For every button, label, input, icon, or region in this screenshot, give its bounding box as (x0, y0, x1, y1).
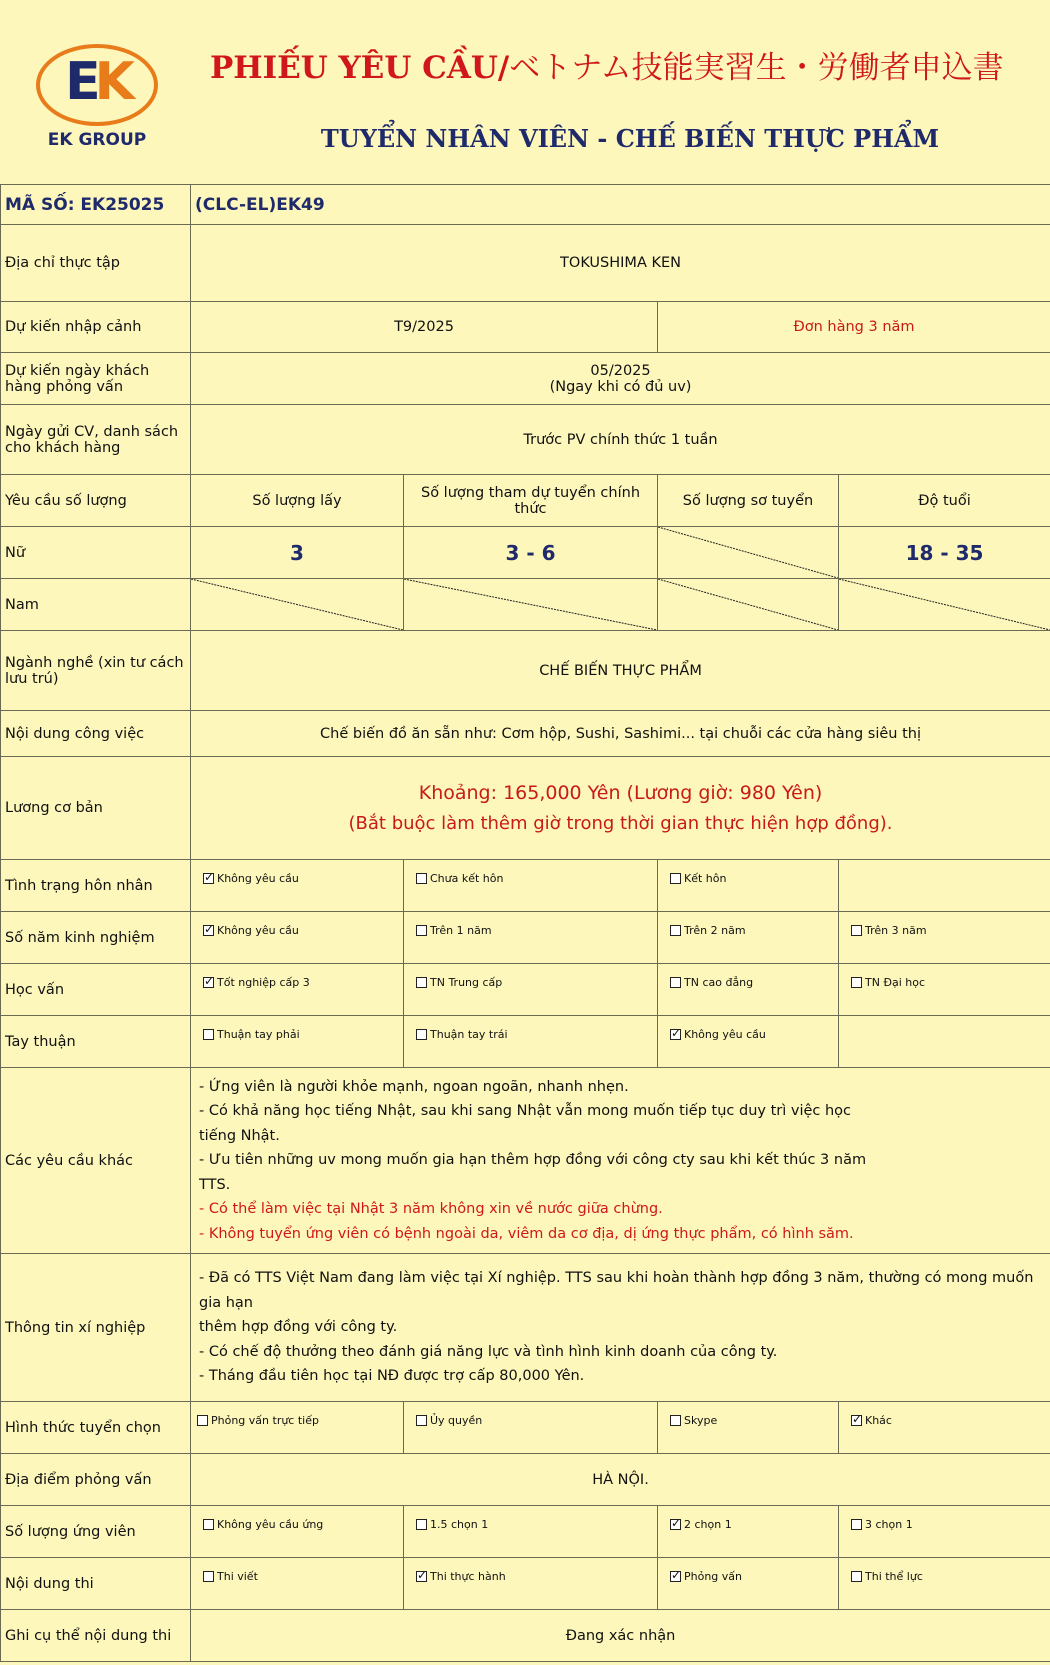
checkbox-checked[interactable] (203, 977, 214, 988)
interview-date-cell (191, 353, 1050, 405)
location-value: HÀ NỘI. (191, 1454, 1050, 1506)
selection-option[interactable] (191, 1402, 404, 1454)
checkbox[interactable] (203, 1571, 214, 1582)
selection-option[interactable] (404, 1402, 658, 1454)
marital-option[interactable] (404, 860, 658, 912)
candidates-option[interactable] (191, 1506, 404, 1558)
request-table (0, 184, 1050, 1662)
male-empty-cell (191, 579, 404, 631)
option-label: Trên 3 năm (865, 924, 927, 937)
male-empty-cell (658, 579, 839, 631)
interview-date-note: (Ngay khi có đủ uv) (549, 378, 692, 395)
marital-label: Tình trạng hôn nhân (1, 860, 191, 912)
checkbox[interactable] (670, 1415, 681, 1426)
option-label: Kết hôn (684, 872, 727, 885)
hand-option[interactable] (191, 1016, 404, 1068)
checkbox-checked[interactable] (670, 1029, 681, 1040)
checkbox-checked[interactable] (203, 873, 214, 884)
checkbox[interactable] (851, 925, 862, 936)
male-empty-cell (839, 579, 1050, 631)
code-label: MÃ SỐ: EK25025 (1, 185, 191, 225)
empty-cell (839, 1016, 1050, 1068)
exam-note-value: Đang xác nhận (191, 1610, 1050, 1662)
hand-option[interactable] (404, 1016, 658, 1068)
checkbox[interactable] (416, 925, 427, 936)
table-row (1, 860, 1050, 912)
checkbox[interactable] (416, 977, 427, 988)
option-label: 2 chọn 1 (684, 1518, 732, 1531)
quantity-header: Số lượng tham dự tuyển chính thức (404, 475, 658, 527)
exam-option[interactable] (191, 1558, 404, 1610)
table-row (1, 1068, 1050, 1254)
checkbox[interactable] (197, 1415, 208, 1426)
education-option[interactable] (839, 964, 1050, 1016)
option-label: Không yêu cầu (217, 924, 299, 937)
interview-date-value: 05/2025 (590, 362, 651, 379)
checkbox-checked[interactable] (851, 1415, 862, 1426)
quantity-header: Số lượng sơ tuyển (658, 475, 839, 527)
requirement-line: - Ứng viên là người khỏe mạnh, ngoan ngoãn, nhanh nhẹn. (199, 1078, 629, 1095)
entry-label: Dự kiến nhập cảnh (1, 302, 191, 353)
exam-option[interactable] (658, 1558, 839, 1610)
option-label: 1.5 chọn 1 (430, 1518, 489, 1531)
experience-label: Số năm kinh nghiệm (1, 912, 191, 964)
address-label: Địa chỉ thực tập (1, 225, 191, 302)
quantity-label: Yêu cầu số lượng (1, 475, 191, 527)
table-row (1, 1402, 1050, 1454)
table-row (1, 964, 1050, 1016)
table-row (1, 579, 1050, 631)
salary-cell (191, 757, 1050, 860)
address-value: TOKUSHIMA KEN (191, 225, 1050, 302)
table-row (1, 1016, 1050, 1068)
marital-option[interactable] (658, 860, 839, 912)
option-label: Thuận tay phải (217, 1028, 300, 1041)
form-subtitle: TUYỂN NHÂN VIÊN - CHẾ BIẾN THỰC PHẨM (320, 124, 940, 153)
option-label: Không yêu cầu (684, 1028, 766, 1041)
option-label: TN Trung cấp (430, 976, 503, 989)
job-value: CHẾ BIẾN THỰC PHẨM (191, 631, 1050, 711)
other-label: Các yêu cầu khác (1, 1068, 191, 1254)
checkbox-checked[interactable] (203, 925, 214, 936)
entry-value: T9/2025 (191, 302, 658, 353)
female-screening-empty (658, 527, 839, 579)
table-row (1, 1254, 1050, 1402)
table-row (1, 1454, 1050, 1506)
table-row (1, 353, 1050, 405)
checkbox[interactable] (670, 925, 681, 936)
option-label: Thi thực hành (430, 1570, 506, 1583)
experience-option[interactable] (839, 912, 1050, 964)
candidates-option[interactable] (658, 1506, 839, 1558)
marital-option[interactable] (191, 860, 404, 912)
ek-group-logo (32, 40, 162, 160)
table-row (1, 757, 1050, 860)
requirement-line-red: - Không tuyển ứng viên có bệnh ngoài da, viêm da cơ địa, dị ứng thực phẩm, có hình săm. (199, 1225, 854, 1242)
contract-value: Đơn hàng 3 năm (658, 302, 1050, 353)
cv-label: Ngày gửi CV, danh sách cho khách hàng (1, 405, 191, 475)
checkbox-checked[interactable] (670, 1571, 681, 1582)
quantity-header: Độ tuổi (839, 475, 1050, 527)
location-label: Địa điểm phỏng vấn (1, 1454, 191, 1506)
checkbox[interactable] (851, 1571, 862, 1582)
checkbox[interactable] (203, 1519, 214, 1530)
title-vietnamese: PHIẾU YÊU CẦU/ (210, 50, 510, 86)
table-row (1, 711, 1050, 757)
option-label: Chưa kết hôn (430, 872, 504, 885)
requirement-line: tiếng Nhật. (199, 1127, 280, 1144)
checkbox[interactable] (416, 1415, 427, 1426)
company-label: Thông tin xí nghiệp (1, 1254, 191, 1402)
table-row (1, 1558, 1050, 1610)
option-label: Phỏng vấn trực tiếp (211, 1414, 319, 1427)
company-line: - Đã có TTS Việt Nam đang làm việc tại Xí nghiệp. TTS sau khi hoàn thành hợp đồng 3 năm, thường có mong muốn gia hạn (199, 1270, 1034, 1311)
code-value: (CLC-EL)EK49 (191, 185, 1050, 225)
job-label: Ngành nghề (xin tư cách lưu trú) (1, 631, 191, 711)
education-option[interactable] (658, 964, 839, 1016)
option-label: Thi thể lực (865, 1570, 923, 1583)
experience-option[interactable] (191, 912, 404, 964)
education-option[interactable] (404, 964, 658, 1016)
exam-label: Nội dung thi (1, 1558, 191, 1610)
exam-option[interactable] (839, 1558, 1050, 1610)
experience-option[interactable] (404, 912, 658, 964)
experience-option[interactable] (658, 912, 839, 964)
checkbox[interactable] (416, 873, 427, 884)
interview-date-label: Dự kiến ngày khách hàng phỏng vấn (1, 353, 191, 405)
company-line: - Tháng đầu tiên học tại NĐ được trợ cấp 80,000 Yên. (199, 1368, 585, 1385)
company-info (191, 1254, 1050, 1402)
checkbox[interactable] (670, 873, 681, 884)
option-label: Trên 2 năm (684, 924, 746, 937)
checkbox[interactable] (851, 977, 862, 988)
checkbox[interactable] (851, 1519, 862, 1530)
candidates-option[interactable] (839, 1506, 1050, 1558)
logo-letter-k: K (94, 52, 129, 112)
hand-option[interactable] (658, 1016, 839, 1068)
empty-cell (839, 860, 1050, 912)
male-label: Nam (1, 579, 191, 631)
candidates-label: Số lượng ứng viên (1, 1506, 191, 1558)
requirement-line: TTS. (199, 1176, 231, 1193)
female-age: 18 - 35 (839, 527, 1050, 579)
option-label: Phỏng vấn (684, 1570, 743, 1583)
education-label: Học vấn (1, 964, 191, 1016)
table-row (1, 185, 1050, 225)
candidates-option[interactable] (404, 1506, 658, 1558)
table-row (1, 475, 1050, 527)
hand-label: Tay thuận (1, 1016, 191, 1068)
company-line: thêm hợp đồng với công ty. (199, 1319, 398, 1336)
option-label: 3 chọn 1 (865, 1518, 913, 1531)
male-empty-cell (404, 579, 658, 631)
salary-line-2: (Bắt buộc làm thêm giờ trong thời gian thực hiện hợp đồng). (348, 813, 893, 834)
option-label: Ủy quyền (430, 1414, 483, 1427)
option-label: Tốt nghiệp cấp 3 (217, 976, 310, 989)
table-row (1, 225, 1050, 302)
requirement-line: - Ưu tiên những uv mong muốn gia hạn thêm hợp đồng với công cty sau khi kết thúc 3 năm (199, 1152, 867, 1169)
option-label: Khác (865, 1414, 892, 1427)
checkbox[interactable] (416, 1029, 427, 1040)
selection-label: Hình thức tuyển chọn (1, 1402, 191, 1454)
option-label: Trên 1 năm (430, 924, 492, 937)
selection-option[interactable] (658, 1402, 839, 1454)
option-label: Thuận tay trái (430, 1028, 508, 1041)
table-row (1, 1610, 1050, 1662)
female-attend: 3 - 6 (404, 527, 658, 579)
quantity-header: Số lượng lấy (191, 475, 404, 527)
work-value: Chế biến đồ ăn sẵn như: Cơm hộp, Sushi, Sashimi... tại chuỗi các cửa hàng siêu thị (191, 711, 1050, 757)
checkbox[interactable] (203, 1029, 214, 1040)
option-label: TN Đại học (865, 976, 926, 989)
work-label: Nội dung công việc (1, 711, 191, 757)
checkbox[interactable] (670, 977, 681, 988)
female-count: 3 (191, 527, 404, 579)
table-row (1, 405, 1050, 475)
option-label: Không yêu cầu (217, 872, 299, 885)
logo-letter-e: E (65, 52, 95, 112)
requirement-line: - Có khả năng học tiếng Nhật, sau khi sang Nhật vẫn mong muốn tiếp tục duy trì việc học (199, 1103, 852, 1120)
option-label: Thi viết (217, 1570, 258, 1583)
company-line: - Có chế độ thưởng theo đánh giá năng lực và tình hình kinh doanh của công ty. (199, 1343, 778, 1360)
exam-option[interactable] (404, 1558, 658, 1610)
cv-value: Trước PV chính thức 1 tuần (191, 405, 1050, 475)
other-requirements (191, 1068, 1050, 1254)
checkbox[interactable] (416, 1519, 427, 1530)
selection-option[interactable] (839, 1402, 1050, 1454)
title-japanese: ベトナム技能実習生・労働者申込書 (509, 50, 1004, 86)
requirement-line-red: - Có thể làm việc tại Nhật 3 năm không xin về nước giữa chừng. (199, 1201, 663, 1218)
checkbox-checked[interactable] (670, 1519, 681, 1530)
logo-letters (32, 52, 162, 112)
option-label: TN cao đẳng (684, 976, 754, 989)
option-label: Không yêu cầu ứng (217, 1518, 324, 1531)
table-row (1, 631, 1050, 711)
table-row (1, 912, 1050, 964)
table-row (1, 302, 1050, 353)
salary-label: Lương cơ bản (1, 757, 191, 860)
form-title (210, 42, 1045, 87)
table-row (1, 527, 1050, 579)
exam-note-label: Ghi cụ thể nội dung thi (1, 1610, 191, 1662)
salary-line-1: Khoảng: 165,000 Yên (Lương giờ: 980 Yên) (418, 782, 823, 804)
logo-text: EK GROUP (47, 130, 147, 150)
form-header (0, 0, 1050, 184)
education-option[interactable] (191, 964, 404, 1016)
option-label: Skype (684, 1414, 718, 1427)
checkbox-checked[interactable] (416, 1571, 427, 1582)
female-label: Nữ (1, 527, 191, 579)
table-row (1, 1506, 1050, 1558)
